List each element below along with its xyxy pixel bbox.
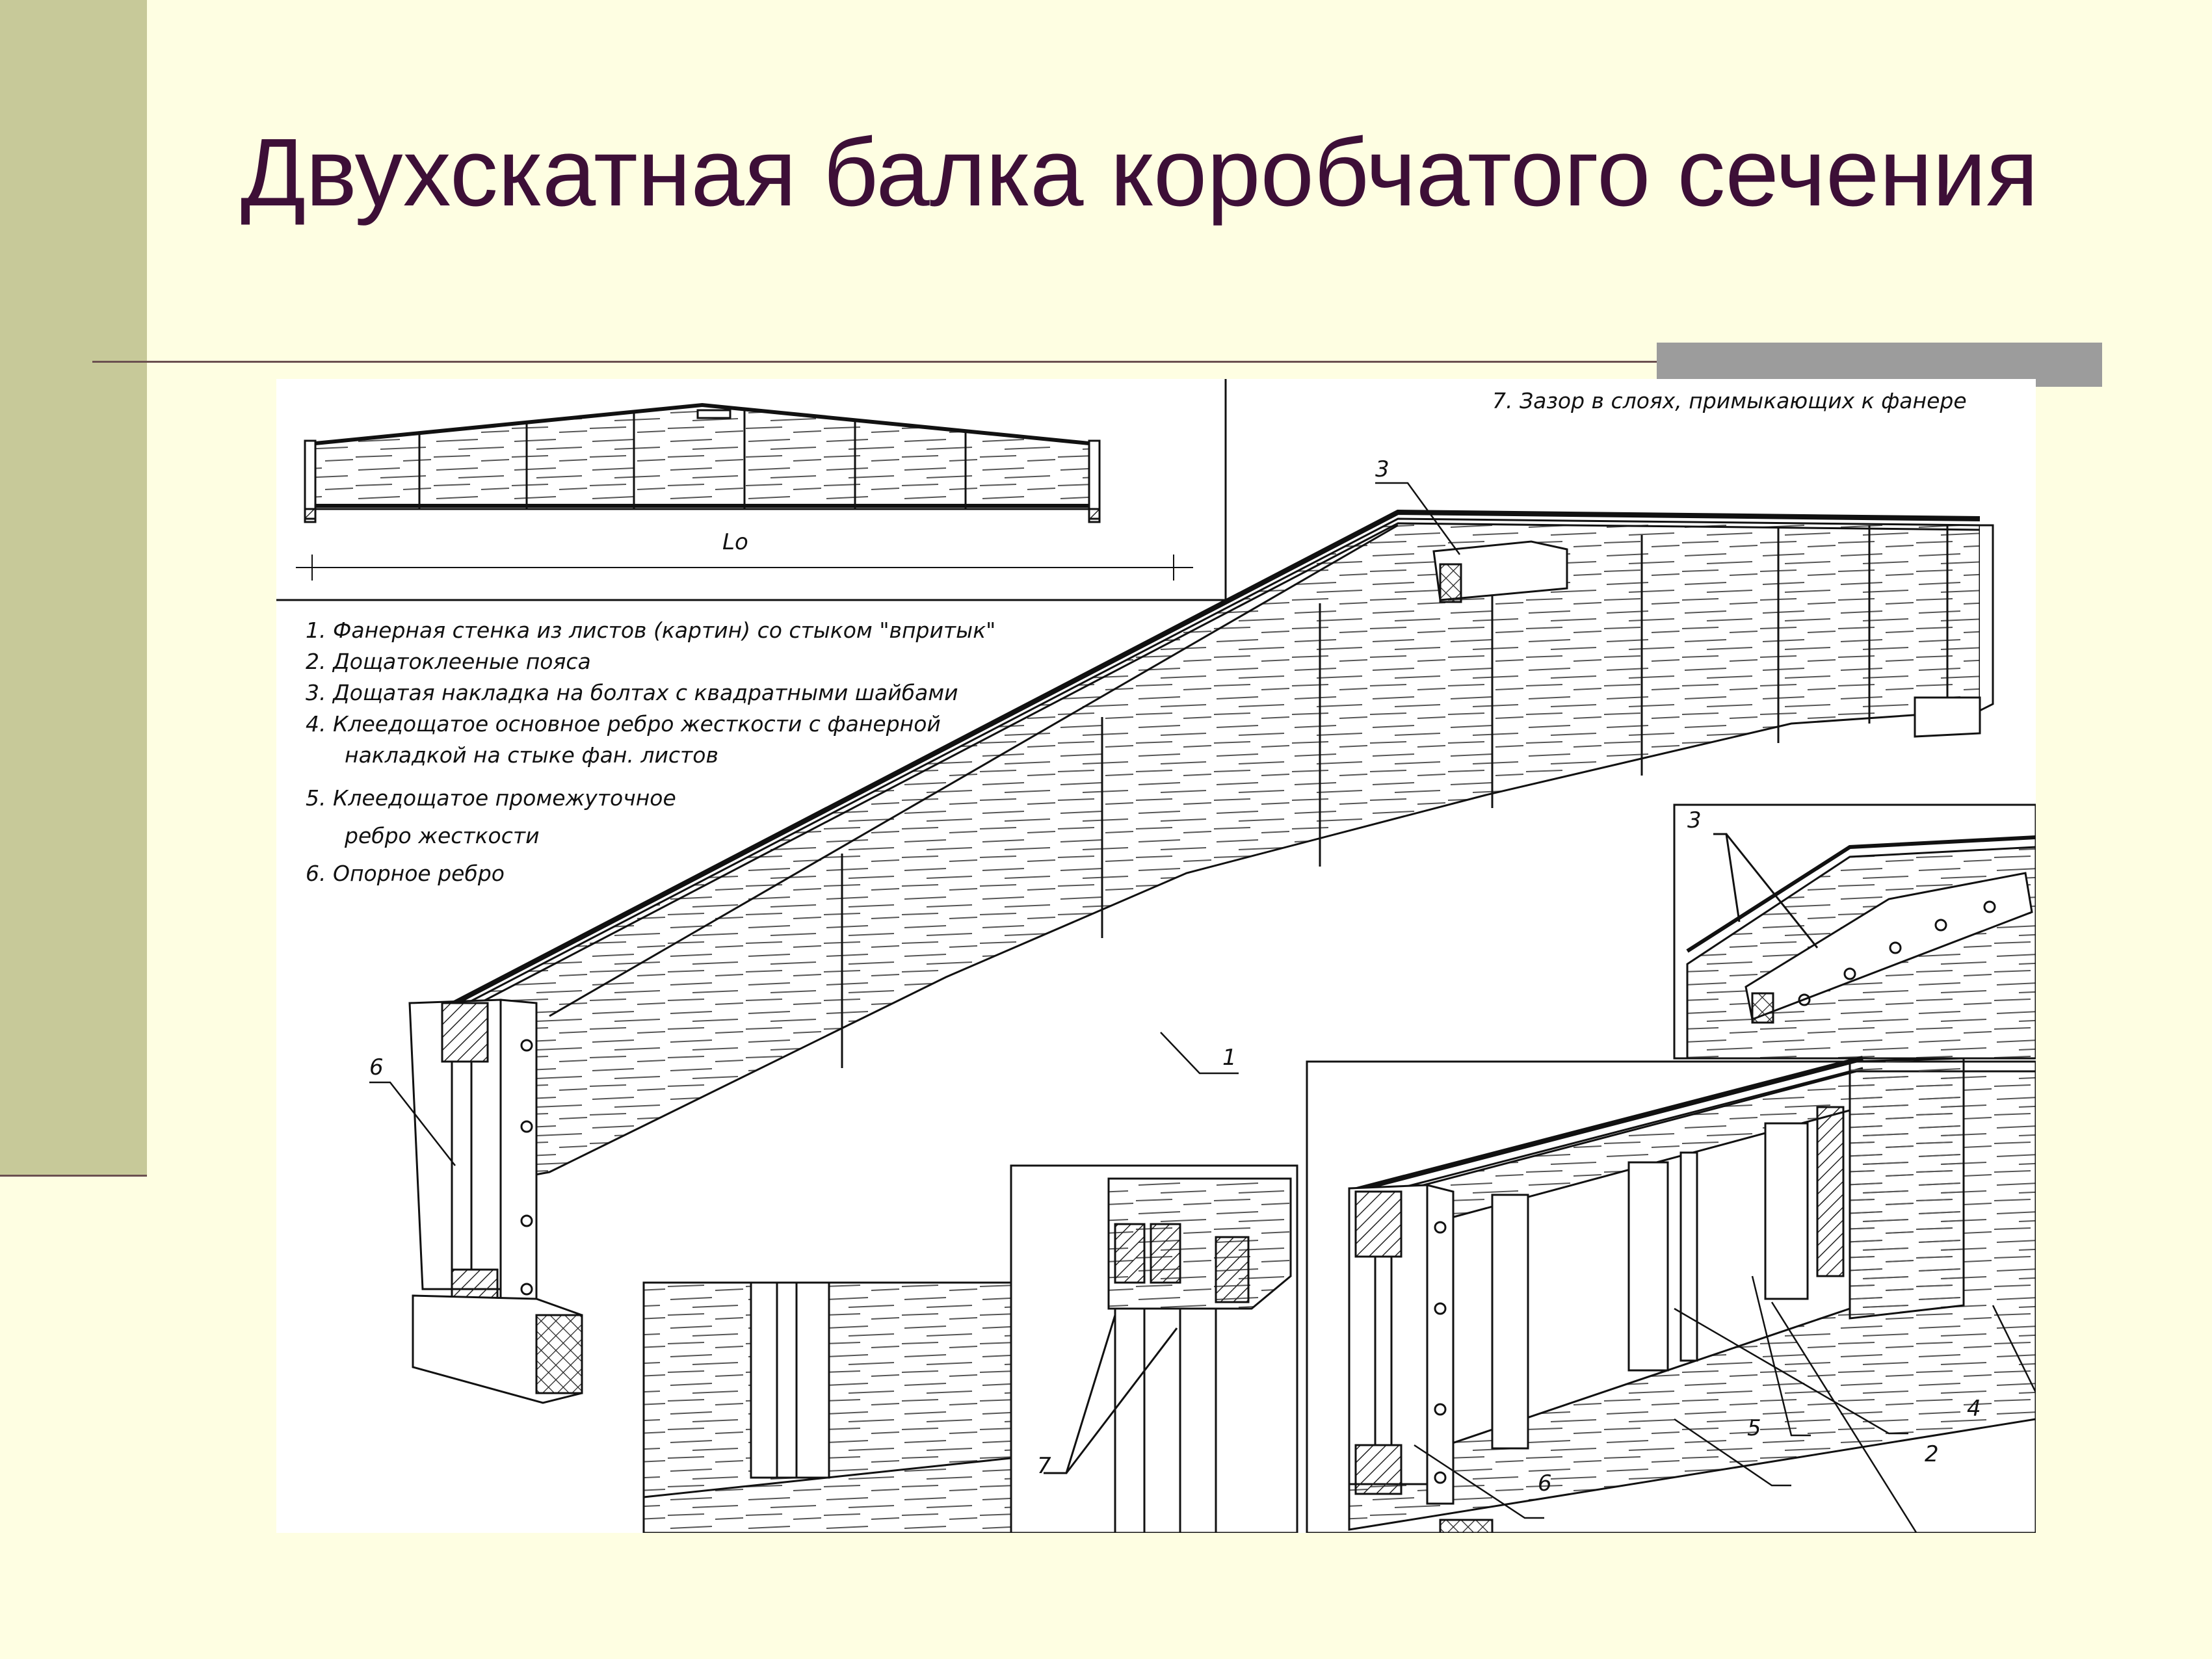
legend-item-2: 2. Дощатоклееные пояса <box>306 649 591 674</box>
detail-gap <box>1011 1166 1297 1533</box>
legend-item-6: 6. Опорное ребро <box>306 861 505 886</box>
left-accent-bar <box>0 0 147 1177</box>
callout-detail-end-5: 5 <box>1747 1415 1761 1441</box>
legend-item-5-cont: ребро жесткости <box>345 823 540 848</box>
callout-detail-end-4: 4 <box>1967 1396 1981 1422</box>
slide-title: Двухскатная балка коробчатого сечения <box>241 119 2038 226</box>
legend-item-3: 3. Дощатая накладка на болтах с квадратными шайбами <box>306 680 958 705</box>
note-gap: 7. Зазор в слоях, примыкающих к фанере <box>1492 388 1967 413</box>
technical-drawing <box>276 379 2036 1533</box>
callout-main-6: 6 <box>369 1054 384 1080</box>
callout-detail-end-2: 2 <box>1925 1441 1939 1467</box>
callout-detail-gap-7: 7 <box>1037 1453 1051 1479</box>
callout-detail-top-3: 3 <box>1687 807 1702 833</box>
callout-main-1: 1 <box>1222 1045 1237 1071</box>
legend-item-4-cont: накладкой на стыке фан. листов <box>345 742 718 768</box>
callout-main-3: 3 <box>1375 456 1389 482</box>
span-label: Lo <box>722 529 748 555</box>
legend-item-4: 4. Клеедощатое основное ребро жесткости с фанерной <box>306 711 941 737</box>
detail-top-splice <box>1674 805 2036 1058</box>
legend-item-1: 1. Фанерная стенка из листов (картин) со стыком "впритык" <box>306 618 996 643</box>
beam-elevation <box>276 379 1226 600</box>
drawing-svg <box>276 379 2036 1533</box>
legend-item-5: 5. Клеедощатое промежуточное <box>306 785 676 811</box>
callout-detail-end-6: 6 <box>1538 1470 1552 1496</box>
